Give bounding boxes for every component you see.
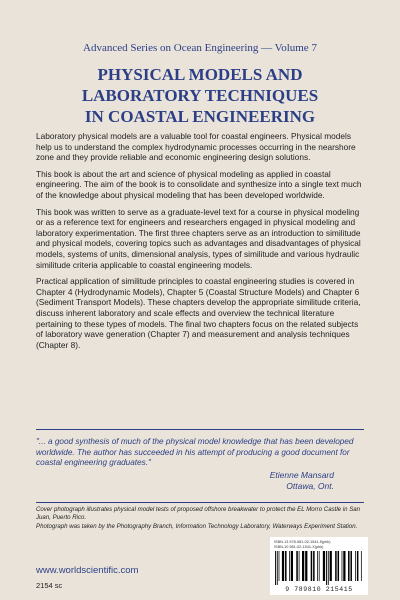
book-title-line: PHYSICAL MODELS AND <box>97 65 303 84</box>
barcode-bar <box>277 551 278 585</box>
barcode-bar <box>289 551 290 581</box>
barcode-bar <box>296 551 298 581</box>
blurb <box>36 131 364 356</box>
barcode-bar <box>350 551 352 581</box>
barcode-bar <box>282 551 284 581</box>
book-title-line: IN COASTAL ENGINEERING <box>84 107 316 126</box>
barcode-bar <box>328 551 329 585</box>
barcode-bar <box>343 551 345 581</box>
barcode-bar <box>338 551 340 581</box>
review-attribution <box>270 470 334 492</box>
barcode-bar <box>348 551 350 581</box>
barcode-bar <box>311 551 313 581</box>
barcode-bar <box>279 551 280 581</box>
reviewer-location: Ottawa, Ont. <box>286 481 334 491</box>
barcode-bar <box>323 551 325 581</box>
barcode-bar <box>357 551 359 581</box>
publisher-website: www.worldscientific.com <box>36 565 139 576</box>
divider <box>36 429 364 430</box>
blurb-paragraph: This book is about the art and science of physical modeling as applied in coastal engineering. The aim of the book is to consolidate and synthesize into a single text much of the knowledge about physical modeling that has been developed worldwide. <box>36 168 362 200</box>
barcode-bar <box>275 551 276 585</box>
divider <box>36 502 364 503</box>
barcode-bar <box>285 551 287 581</box>
photo-credit: Photograph was taken by the Photography Branch, Information Technology Laboratory, Waterways Experiment Station. <box>36 523 358 531</box>
barcode-bar <box>302 551 304 581</box>
barcode-bar <box>317 551 318 581</box>
blurb-paragraph: Laboratory physical models are a valuable tool for coastal engineers. Physical models help us to understand the complex hydrodynamic processes occurring in the nearshore zone and they provide reliable and economic engineering design solutions. <box>36 131 356 163</box>
barcode-digits: 9 789810 215415 <box>285 586 353 593</box>
barcode-bar <box>355 551 356 581</box>
product-code: 2154 sc <box>36 581 63 590</box>
barcode-bar <box>335 551 337 581</box>
barcode-panel <box>270 537 368 595</box>
photo-credits <box>36 506 364 533</box>
barcode-bar <box>330 551 332 581</box>
photo-caption: Cover photograph illustrates physical model tests of proposed offshore breakwater to protect the EL Morro Castle in San Juan, Puerto Rico. <box>36 506 361 521</box>
reviewer-name: Etienne Mansard <box>269 470 334 480</box>
barcode-bar <box>313 551 315 581</box>
barcode <box>274 551 364 585</box>
barcode-bar <box>342 551 343 581</box>
book-title-line: LABORATORY TECHNIQUES <box>81 86 319 105</box>
isbn-10: ISBN-10 981-02-1541-X(pbk) <box>274 545 324 549</box>
book-title <box>0 64 400 127</box>
isbn-13: ISBN-13 978-981-02-1541-5(pbk) <box>274 540 331 544</box>
barcode-bar <box>319 551 320 581</box>
series-title: Advanced Series on Ocean Engineering — Volume 7 <box>83 42 317 54</box>
barcode-bar <box>361 551 362 581</box>
review-quote: "... a good synthesis of much of the physical model knowledge that has been developed worldwide. The author has succeeded in his attempt of producing a good document for coastal engineering graduates." <box>36 437 354 468</box>
barcode-bar <box>305 551 307 581</box>
blurb-paragraph: Practical application of similitude principles to coastal engineering studies is covered in Chapter 4 (Hydrodynamic Models), Chapter 5 (Coastal Structure Models) and Chapter 6 (Sediment Transport Models). These chapters develop the appropriate similitude criteria, discuss inherent laboratory and scale effects and overview the technical literature pertaining to these types of models. The final two chapters focus on the related subjects of laboratory wave generation (Chapter 7) and measurement and analysis techniques (Chapter 8). <box>36 276 361 350</box>
blurb-paragraph: This book was written to serve as a graduate-level text for a course in physical modeling or as a reference text for engineers and researchers engaged in physical modeling and laboratory experimentation. The first three chapters serve as an introduction to similitude and physical models, covering topics such as advantages and disadvantages of physical models, systems of units, dimensional analysis, types of similitude and various hydraulic similitude criteria applicable to coastal engineering models. <box>36 206 361 270</box>
barcode-bar <box>326 551 327 585</box>
barcode-bar <box>299 551 300 581</box>
barcode-bar <box>291 551 293 581</box>
